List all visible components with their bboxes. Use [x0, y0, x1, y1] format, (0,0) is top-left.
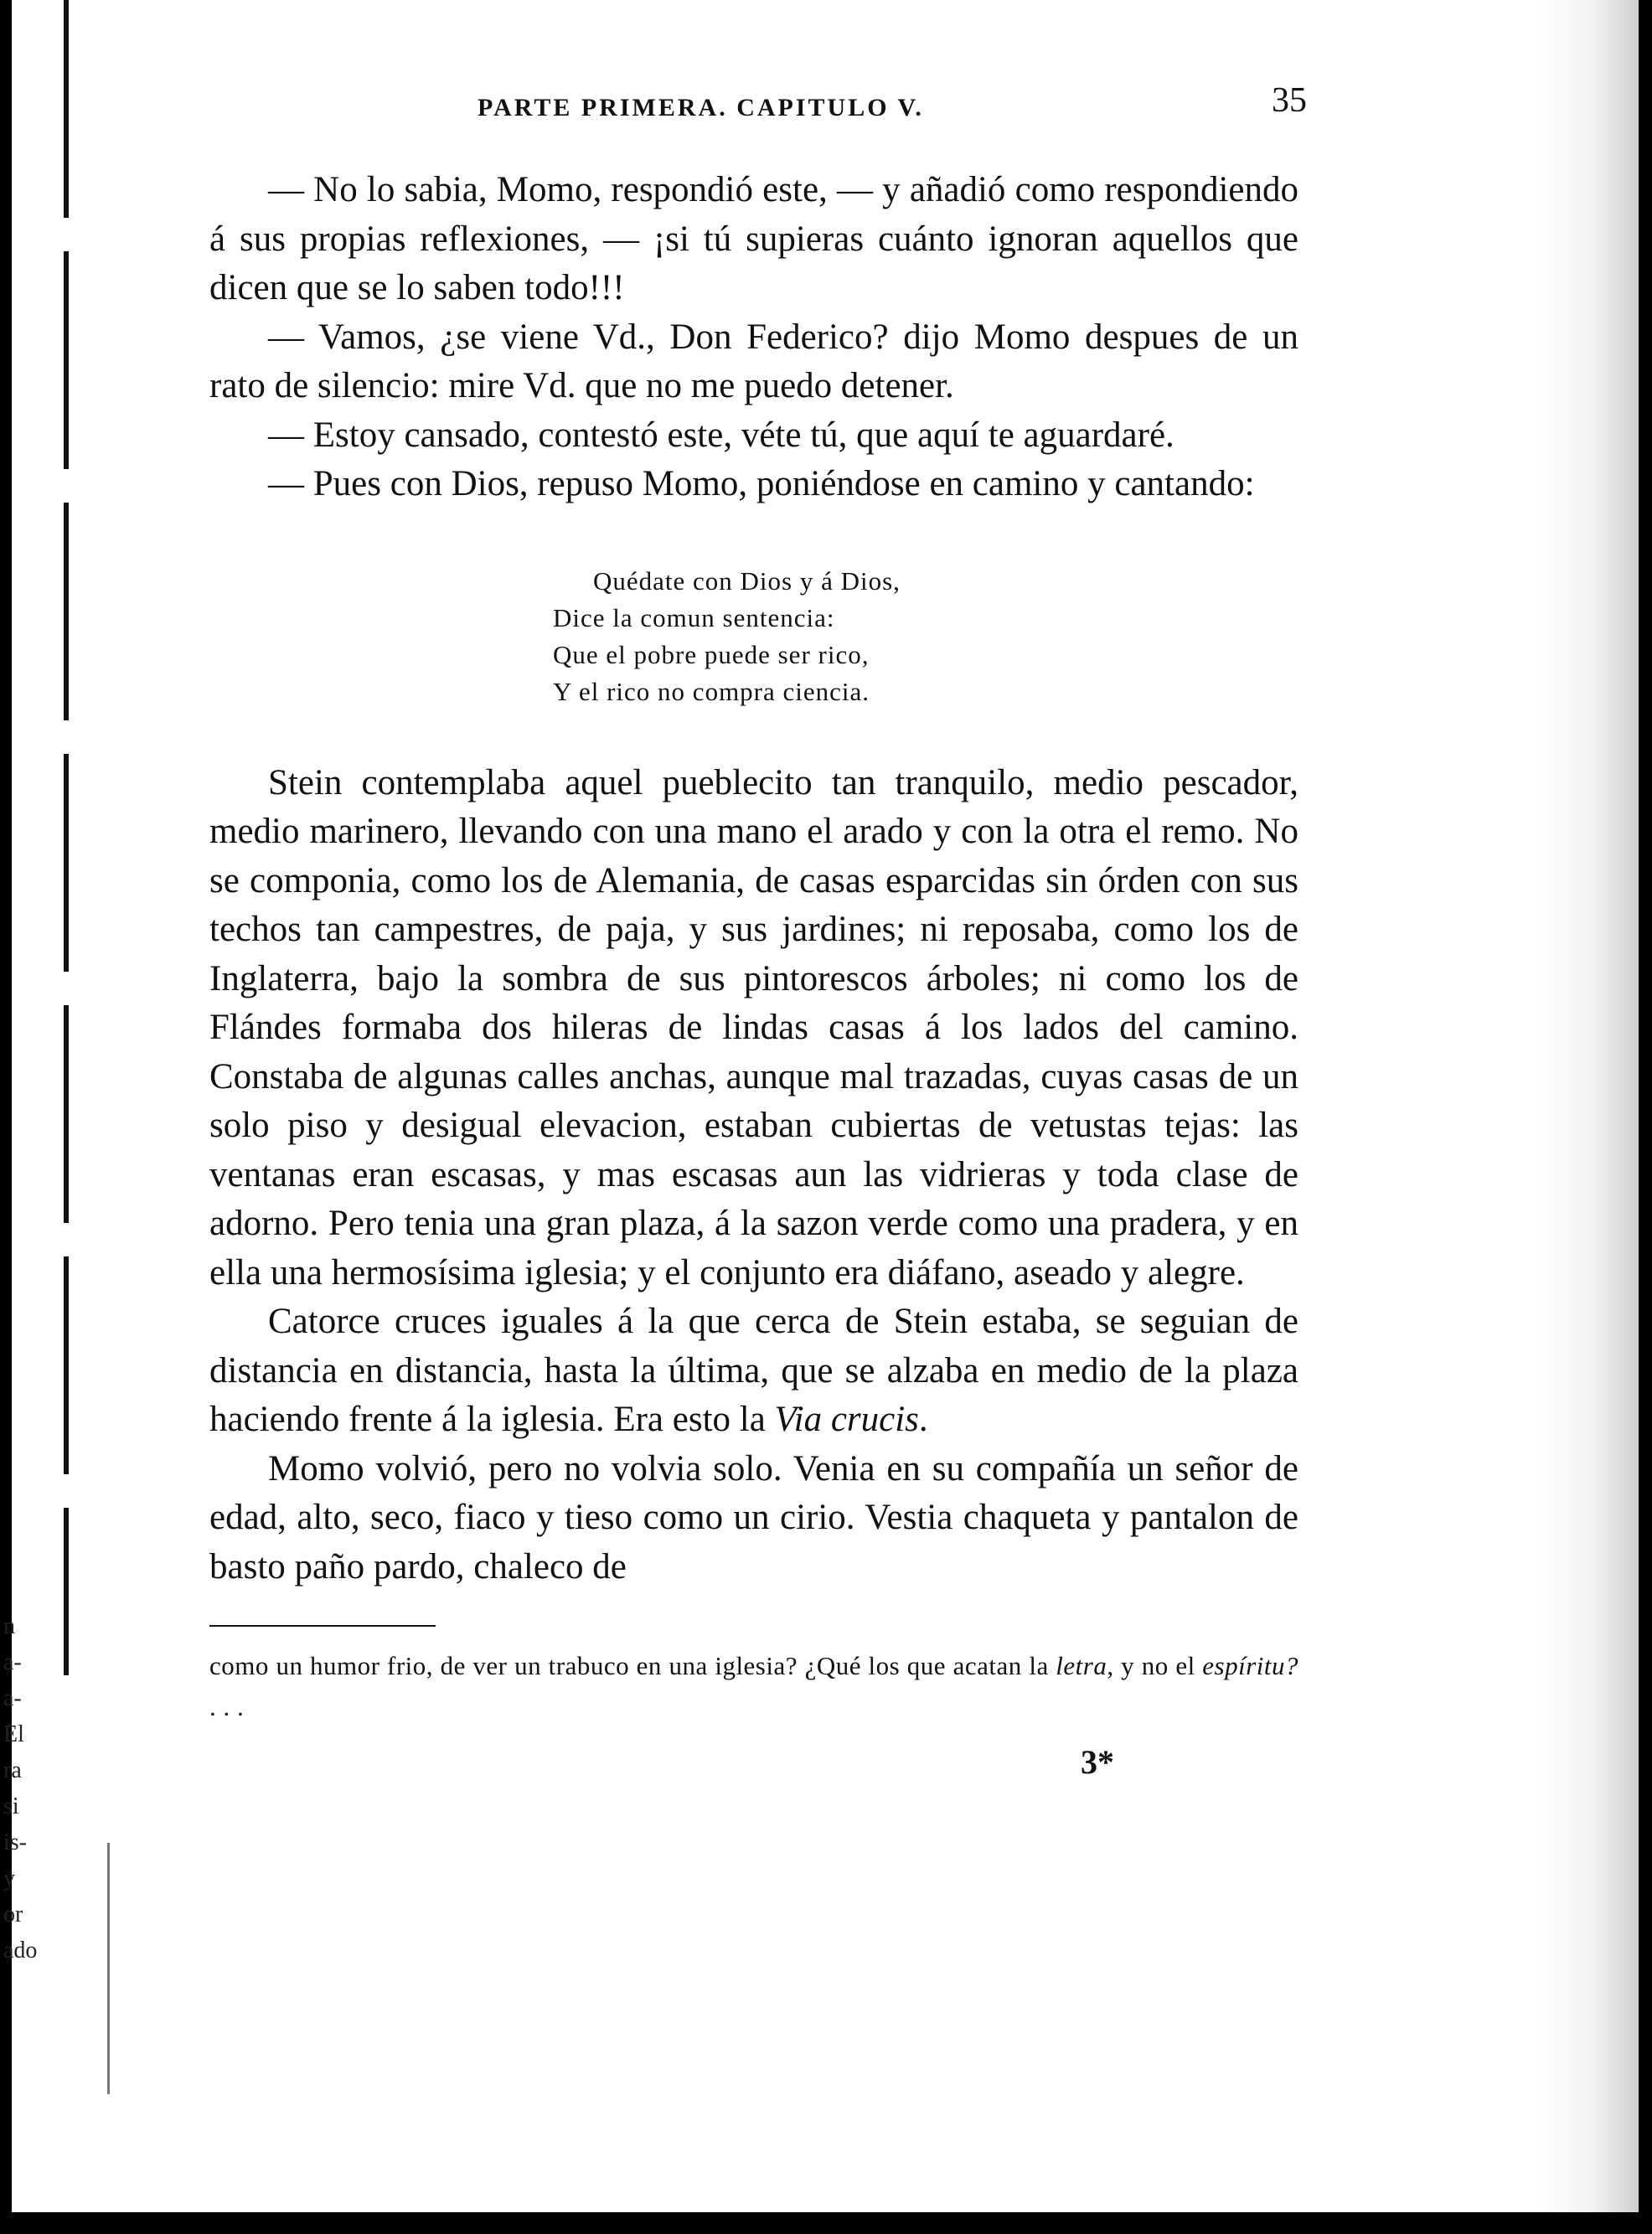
verse-line: Quédate con Dios y á Dios, — [593, 565, 901, 596]
dialogue-paragraph: — Estoy cansado, contestó este, véte tú, que aquí te aguardaré. — [268, 415, 1174, 455]
dialogue-paragraph: — Pues con Dios, repuso Momo, poniéndose en camino y cantando: — [268, 464, 1255, 503]
footnote-italic: espíritu? — [1202, 1651, 1298, 1680]
narrative-paragraph-cruces — [209, 1298, 1298, 1445]
narrative-paragraph: Momo volvió, pero no volvia solo. Venia en su compañía un señor de edad, alto, seco, fiaco y tieso como un cirio. Vestia chaqueta y pantalon de basto paño pardo, chaleco de — [209, 1448, 1298, 1587]
verse-line: Y el rico no compra ciencia. — [553, 676, 870, 706]
cruces-italic: Via crucis — [774, 1400, 919, 1439]
signature-mark: 3* — [1081, 1743, 1114, 1781]
book-page — [209, 75, 1307, 1782]
bleed-fragment: n — [3, 1613, 15, 1639]
footnote-italic: letra — [1056, 1651, 1107, 1680]
footnote-text: , y no el — [1107, 1651, 1203, 1680]
verse-stanza — [553, 563, 1298, 710]
narrative-paragraph: Stein contemplaba aquel pueblecito tan tranquilo, medio pescador, medio marinero, llevando con una mano el arado y con la otra el remo. No se componia, como los de Alemania, de casas esparcidas sin órden con sus techos tan campestres, de paja, y sus jardines; ni reposaba, como los de Inglaterra, bajo la sombra de sus pintorescos árboles; ni como los de Flándes formaba dos hileras de lindas casas á los lados del camino. Constaba de algunas calles anchas, aunque mal trazadas, cuyas casas de un solo piso y desigual elevacion, estaban cubiertas de vetustas tejas: las ventanas eran escasas, y mas escasas aun las vidrieras y toda clase de adorno. Pero tenia una gran plaza, á la sazon verde como una pradera, y en ella una hermosísima iglesia; y el conjunto era diáfano, aseado y alegre. — [209, 762, 1298, 1292]
body-text — [209, 166, 1298, 509]
running-title: PARTE PRIMERA. CAPITULO V. — [478, 94, 924, 121]
bleed-fragment: y — [3, 1865, 15, 1891]
bleed-fragment: a- — [3, 1685, 22, 1711]
footnote-text: como un humor frio, de ver un trabuco en una iglesia? ¿Qué los que acatan la — [209, 1651, 1056, 1680]
footnote-rule — [209, 1625, 436, 1627]
bleed-fragment: si — [3, 1793, 19, 1819]
footnote — [209, 1645, 1298, 1727]
cruces-end: . — [918, 1400, 928, 1439]
bleed-fragment: a- — [3, 1649, 22, 1675]
body-text-continued — [209, 759, 1298, 1592]
page-gutter-shadow — [1538, 0, 1639, 2212]
verse-line: Dice la comun sentencia: — [553, 602, 835, 632]
bleed-fragment: ado — [3, 1937, 38, 1963]
dialogue-paragraph: — Vamos, ¿se viene Vd., Don Federico? dijo Momo despues de un rato de silencio: mire Vd. que no me puedo detener. — [209, 317, 1298, 405]
running-head — [209, 75, 1307, 134]
bleed-fragment: ra — [3, 1757, 22, 1783]
binding-margin-mark — [107, 1843, 110, 2094]
facing-page-bleed — [3, 1608, 62, 1968]
bleed-fragment: El — [3, 1721, 24, 1747]
footnote-text: . . . — [209, 1692, 245, 1721]
scan-edge-right — [1639, 0, 1652, 2234]
page-number: 35 — [1272, 81, 1307, 120]
verse-line: Que el pobre puede ser rico, — [553, 639, 870, 669]
bleed-fragment: is- — [3, 1829, 27, 1855]
scan-edge-bottom — [0, 2212, 1652, 2234]
dialogue-paragraph: — No lo sabia, Momo, respondió este, — y añadió como respondiendo á sus propias reflexiones, — ¡si tú supieras cuánto ignoran aquellos que dicen que se lo saben todo!!! — [209, 170, 1298, 307]
binding-margin-line — [64, 0, 69, 1675]
bleed-fragment: or — [3, 1901, 23, 1927]
cruces-text: Catorce cruces iguales á la que cerca de Stein estaba, se seguian de distancia en distancia, hasta la última, que se alzaba en medio de la plaza haciendo frente á la iglesia. Era esto la — [209, 1302, 1298, 1439]
